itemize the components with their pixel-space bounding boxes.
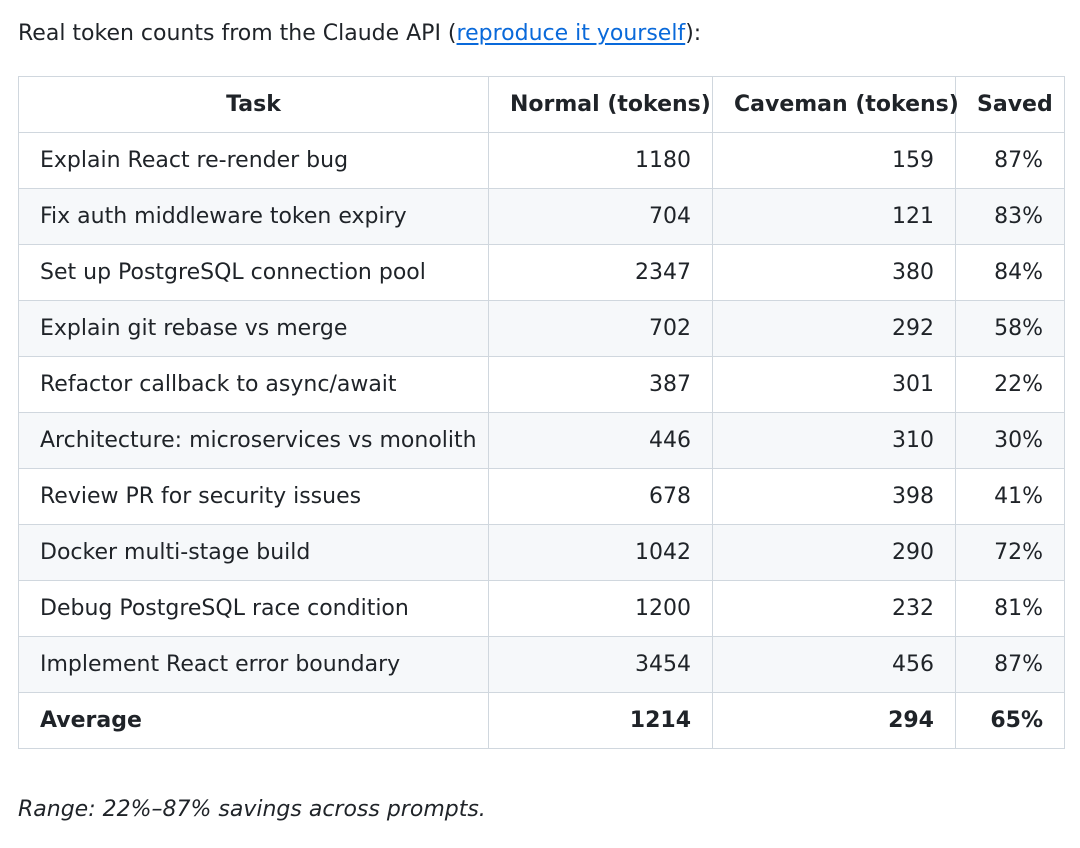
table-row xyxy=(19,245,1065,301)
range-note: Range: 22%–87% savings across prompts. xyxy=(18,797,486,822)
normal-cell: 1180 xyxy=(489,133,713,189)
token-counts-table xyxy=(18,76,1065,749)
average-row xyxy=(19,693,1065,749)
task-cell: Explain git rebase vs merge xyxy=(19,301,489,357)
average-label: Average xyxy=(19,693,489,749)
normal-cell: 1042 xyxy=(489,525,713,581)
table-row xyxy=(19,189,1065,245)
caveman-cell: 232 xyxy=(713,581,956,637)
intro-suffix: ): xyxy=(685,21,702,46)
saved-cell: 30% xyxy=(956,413,1065,469)
table-row xyxy=(19,133,1065,189)
task-cell: Refactor callback to async/await xyxy=(19,357,489,413)
task-cell: Debug PostgreSQL race condition xyxy=(19,581,489,637)
task-cell: Docker multi-stage build xyxy=(19,525,489,581)
intro-text xyxy=(18,18,701,50)
table-row xyxy=(19,525,1065,581)
reproduce-link[interactable]: reproduce it yourself xyxy=(456,21,686,46)
caveman-cell: 121 xyxy=(713,189,956,245)
saved-cell: 87% xyxy=(956,133,1065,189)
saved-cell: 81% xyxy=(956,581,1065,637)
saved-cell: 58% xyxy=(956,301,1065,357)
caveman-cell: 159 xyxy=(713,133,956,189)
header-caveman: Caveman (tokens) xyxy=(713,77,956,133)
caveman-cell: 456 xyxy=(713,637,956,693)
caveman-cell: 310 xyxy=(713,413,956,469)
header-saved: Saved xyxy=(956,77,1065,133)
normal-cell: 446 xyxy=(489,413,713,469)
header-task: Task xyxy=(19,77,489,133)
normal-cell: 2347 xyxy=(489,245,713,301)
table-row xyxy=(19,581,1065,637)
task-cell: Explain React re-render bug xyxy=(19,133,489,189)
table-row xyxy=(19,637,1065,693)
normal-cell: 702 xyxy=(489,301,713,357)
table-row xyxy=(19,301,1065,357)
header-normal: Normal (tokens) xyxy=(489,77,713,133)
table-row xyxy=(19,469,1065,525)
saved-cell: 87% xyxy=(956,637,1065,693)
task-cell: Architecture: microservices vs monolith xyxy=(19,413,489,469)
saved-cell: 72% xyxy=(956,525,1065,581)
caveman-cell: 301 xyxy=(713,357,956,413)
saved-cell: 22% xyxy=(956,357,1065,413)
table-row xyxy=(19,357,1065,413)
normal-cell: 387 xyxy=(489,357,713,413)
average-saved: 65% xyxy=(956,693,1065,749)
task-cell: Review PR for security issues xyxy=(19,469,489,525)
caveman-cell: 380 xyxy=(713,245,956,301)
task-cell: Fix auth middleware token expiry xyxy=(19,189,489,245)
task-cell: Set up PostgreSQL connection pool xyxy=(19,245,489,301)
saved-cell: 41% xyxy=(956,469,1065,525)
saved-cell: 83% xyxy=(956,189,1065,245)
task-cell: Implement React error boundary xyxy=(19,637,489,693)
normal-cell: 704 xyxy=(489,189,713,245)
intro-prefix: Real token counts from the Claude API ( xyxy=(18,21,457,46)
normal-cell: 1200 xyxy=(489,581,713,637)
table-header-row xyxy=(19,77,1065,133)
normal-cell: 3454 xyxy=(489,637,713,693)
caveman-cell: 398 xyxy=(713,469,956,525)
average-normal: 1214 xyxy=(489,693,713,749)
saved-cell: 84% xyxy=(956,245,1065,301)
caveman-cell: 292 xyxy=(713,301,956,357)
normal-cell: 678 xyxy=(489,469,713,525)
caveman-cell: 290 xyxy=(713,525,956,581)
table-row xyxy=(19,413,1065,469)
average-caveman: 294 xyxy=(713,693,956,749)
